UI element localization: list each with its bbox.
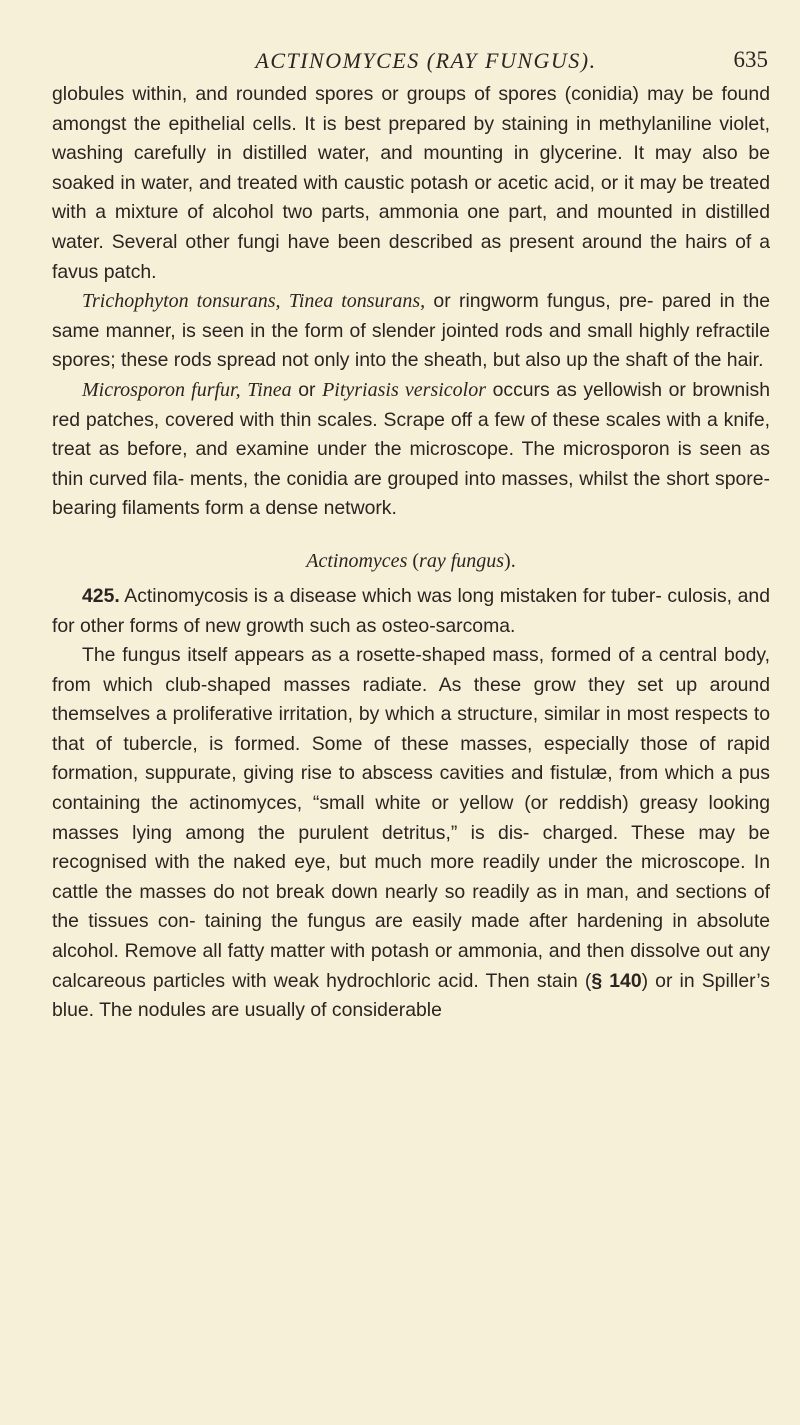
term-pityriasis-versicolor: Pityriasis versicolor bbox=[322, 378, 487, 401]
paragraph-text: globules within, and rounded spores or groups of spores (conidia) may be found amongst the epithelial cells. It is best prepared by staining in methylaniline violet, washing carefully in distilled water, and mounting in glycerine. It may also be soaked in water, and treated with caustic potash or acetic acid, or it may be treated with a mixture of alcohol two parts, ammonia one part, and mounted in distilled water. Several other fungi have been described as present around the hairs of a favus patch. bbox=[52, 83, 770, 283]
paragraph-425 bbox=[52, 582, 770, 641]
page-number: 635 bbox=[733, 47, 768, 72]
paragraph-number: 425. bbox=[82, 584, 120, 607]
paragraph-microsporon bbox=[52, 376, 770, 524]
term-tinea: Tinea bbox=[247, 378, 292, 401]
paragraph-text: is dis- charged. These may be recognised with the naked eye, but much more readily under the microscope. In cattle the masses do not break down nearly so readily as in man, and sections of the tissues con- taining the fungus are easily made after hardening in absolute alcohol. Remove all fatty matter with potash or ammonia, and then dissolve out any calcareous particles with weak hydrochloric acid. Then stain ( bbox=[52, 821, 771, 992]
paragraph-fungus-description bbox=[52, 641, 770, 1026]
paragraph-trichophyton bbox=[52, 287, 770, 376]
paragraph-favus-continued bbox=[52, 80, 770, 287]
term-tinea-tonsurans: Tinea tonsurans, bbox=[288, 290, 426, 313]
section-heading-main: Actinomyces bbox=[306, 549, 408, 572]
section-heading-paren-open: ( bbox=[407, 549, 420, 572]
paragraph-text: Actinomycosis is a disease which was long mistaken for tuber- culosis, and for other forms of new growth such as osteo-sarcoma. bbox=[52, 584, 770, 637]
term-microsporon-furfur: Microsporon furfur, bbox=[82, 378, 241, 401]
running-head bbox=[52, 0, 770, 80]
connector-text: or bbox=[291, 378, 323, 401]
running-title: ACTINOMYCES (RAY FUNGUS). bbox=[255, 48, 597, 73]
paragraph-text: occurs as yellowish or brownish red patches, covered with thin scales. Scrape off a few of these scales with a knife, treat as before, and examine under the microscope. The microsporon is seen as thin curved fila- ments, the conidia are grouped into masses, whilst the short spore- bearing filaments form a dense network. bbox=[52, 378, 771, 520]
section-reference: § 140 bbox=[591, 969, 642, 992]
body-text bbox=[52, 80, 770, 1026]
quoted-text: “small white or yellow (or reddish) greasy looking masses lying among the purulent detritus,” bbox=[52, 792, 770, 844]
section-heading-sub: ray fungus bbox=[419, 549, 505, 572]
term-trichophyton: Trichophyton tonsurans, bbox=[82, 290, 281, 313]
section-heading bbox=[52, 546, 770, 576]
section-heading-paren-close: ). bbox=[504, 549, 516, 572]
paragraph-text: or ringworm fungus, pre- pared in the same manner, is seen in the form of slender jointed rods and small highly refractile spores; these rods spread not only into the sheath, but also up the shaft of the hair. bbox=[52, 290, 771, 372]
paragraph-text: The fungus itself appears as a rosette-shaped mass, formed of a central body, from which club-shaped masses radiate. As these grow they set up around themselves a proliferative irritation, by which a structure, similar in most respects to that of tubercle, is formed. Some of these masses, especially those of rapid formation, suppurate, giving rise to abscess cavities and fistulæ, from which a pus containing the actinomyces, bbox=[52, 644, 770, 815]
paragraph-text: ) or in Spiller’s blue. The nodules are usually of considerable bbox=[52, 969, 770, 1022]
